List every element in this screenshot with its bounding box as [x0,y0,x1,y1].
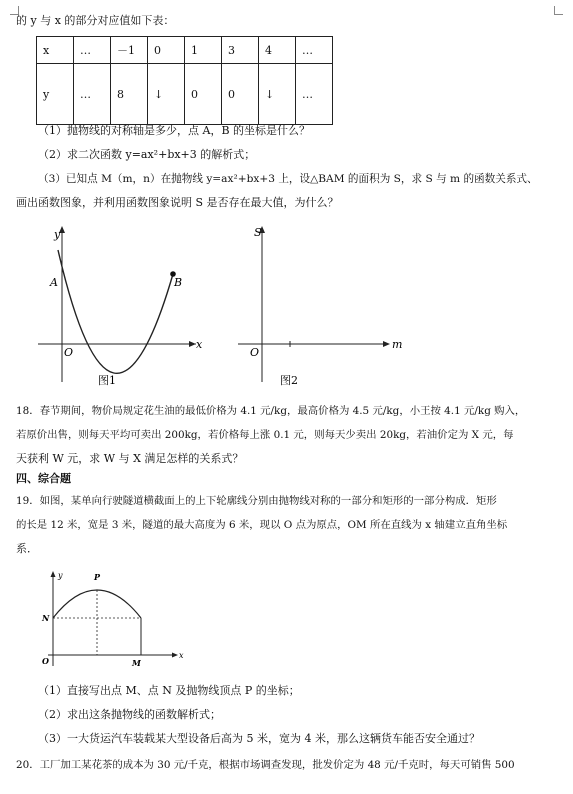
table-cell: 3 [222,37,259,64]
table-cell: ↓ [148,64,185,125]
q17-part2: （2）求二次函数 y=ax²+bx+3 的解析式； [38,148,256,161]
origin-label: O [64,346,74,359]
table-cell: 4 [259,37,296,64]
figure-2 [230,222,410,392]
tunnel-figure [34,566,194,674]
table-row-y [37,64,333,125]
y-label: y [58,571,63,580]
origin-label: O [250,346,260,359]
s-label: S [254,226,262,239]
m-axis-arrow-icon [383,341,390,347]
q20-line1: 20．工厂加工某花茶的成本为 30 元/千克，根据市场调查发现，批发价定为 48 元/千克时，每天可销售 500 [16,759,515,771]
q19-part3: （3）一大货运汽车装载某大型设备后高为 5 米，宽为 4 米，那么这辆货车能否安全通过？ [38,732,480,745]
q19-line1: 19．如图，某单向行驶隧道横截面上的上下轮廓线分别由抛物线对称的一部分和矩形的一部分构成．矩形 [16,495,497,507]
table-cell: 0 [148,37,185,64]
parabola-curve [58,250,173,373]
x-axis-arrow-icon [172,653,178,658]
point-a-label: A [50,276,58,289]
point-n-label: N [42,613,50,623]
table-row-x [37,37,333,64]
table-cell: 8 [111,64,148,125]
q17-part3-line2: 画出函数图象，并利用函数图象说明 S 是否存在最大值，为什么？ [16,196,339,209]
q19-part1: （1）直接写出点 M、点 N 及抛物线顶点 P 的坐标； [38,684,300,697]
q18-line1: 18．春节期间，物价局规定花生油的最低价格为 4.1 元/kg，最高价格为 4.5 元/kg，小王按 4.1 元/kg 购入， [16,405,526,417]
q17-part1: （1）抛物线的对称轴是多少，点 A，B 的坐标是什么？ [38,124,311,137]
point-b-label: B [174,276,183,289]
table-cell: 0 [185,64,222,125]
origin-label: O [42,656,49,666]
y-label: y [54,228,61,241]
table-cell: … [74,64,111,125]
figure-1-caption: 图1 [98,374,116,387]
table-cell: ↓ [259,64,296,125]
table-cell: … [296,64,333,125]
y-axis-arrow-icon [51,571,56,577]
x-label: x [196,338,203,351]
x-label: x [179,651,184,660]
table-cell: y [37,64,74,125]
section-header: 四、综合题 [16,472,71,485]
value-table [36,36,333,125]
figure-1 [30,222,210,392]
q18-line2: 若原价出售，则每天平均可卖出 200kg，若价格每上涨 0.1 元，则每天少卖出 20kg，若油价定为 X 元，每 [16,429,514,441]
table-cell: x [37,37,74,64]
m-label: m [392,338,403,351]
table-cell: … [296,37,333,64]
q19-line2: 的长是 12 米，宽是 3 米，隧道的最大高度为 6 米，现以 O 点为原点，OM 所在直线为 x 轴建立直角坐标 [16,519,508,531]
x-axis-arrow-icon [189,341,196,347]
q19-line3: 系． [16,542,38,555]
table-cell: … [74,37,111,64]
q17-part3-line1: （3）已知点 M（m，n）在抛物线 y=ax²+bx+3 上，设△BAM 的面积为 S，求 S 与 m 的函数关系式、 [38,173,538,185]
table-cell: －1 [111,37,148,64]
q19-part2: （2）求出这条抛物线的函数解析式； [38,708,221,721]
table-cell: 0 [222,64,259,125]
intro-line: 的 y 与 x 的部分对应值如下表： [16,14,175,27]
figure-2-caption: 图2 [280,374,298,387]
corner-mark [554,6,563,15]
table-cell: 1 [185,37,222,64]
point-m-label: M [132,658,141,668]
q18-line3: 天获利 W 元，求 W 与 X 满足怎样的关系式？ [16,452,244,465]
point-p-label: P [94,572,101,582]
